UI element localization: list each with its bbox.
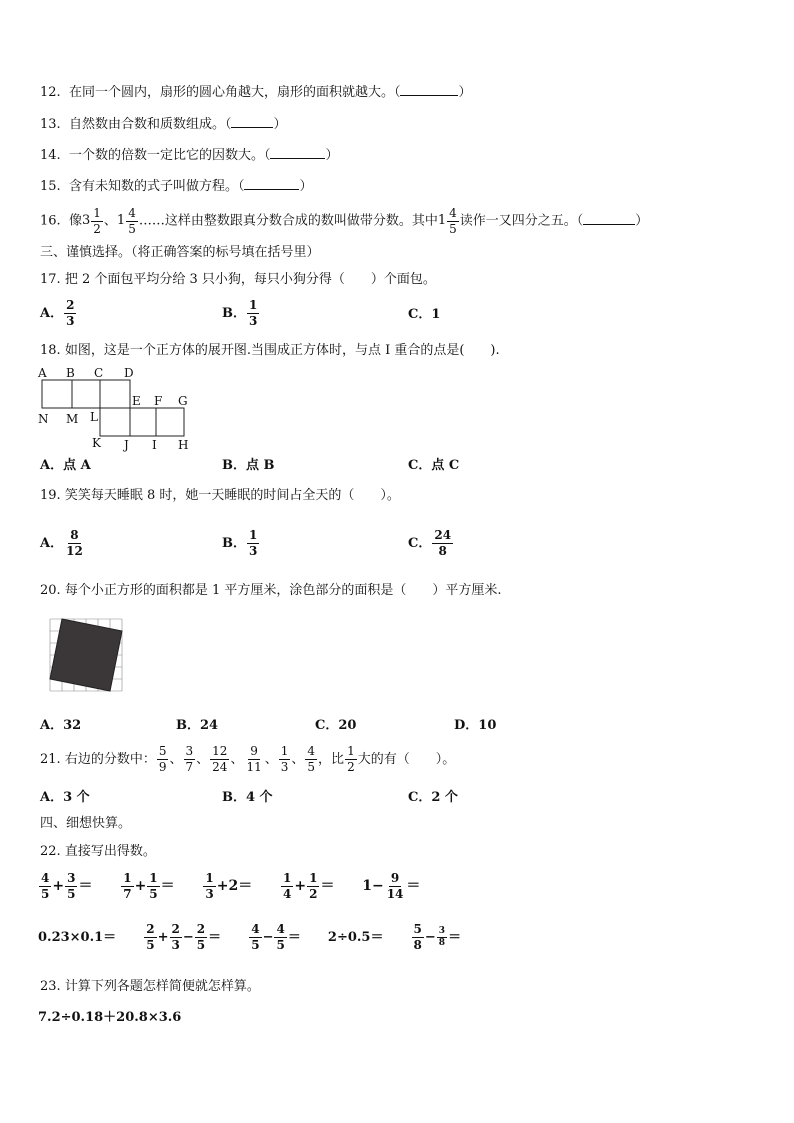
net-label-k: K: [92, 436, 101, 450]
fraction: $\frac{12}{24}$: [212, 744, 228, 774]
compare-fraction: $\frac{1}{2}$: [347, 744, 355, 774]
q21-option-a[interactable]: A．3 个: [40, 790, 90, 805]
calc-expr: $\frac{2}{5}$ + $\frac{2}{3}$ − $\frac{2}{5}$ ＝: [146, 922, 222, 952]
net-label-i: I: [152, 438, 157, 452]
mixed-number: 1 $\frac{4}{5}$: [116, 205, 136, 236]
net-label-f: F: [154, 394, 163, 408]
q20-option-a[interactable]: A．32: [40, 718, 82, 733]
answer-blank[interactable]: [244, 177, 299, 190]
q18-option-c[interactable]: C．点 C: [408, 458, 460, 473]
net-label-n: N: [38, 412, 49, 426]
cube-net-lines: [38, 366, 198, 452]
net-label-a: A: [38, 366, 47, 380]
net-label-d: D: [124, 366, 134, 380]
fraction: $\frac{3}{7}$: [185, 744, 194, 774]
question-22: 22. 直接写出得数。: [40, 844, 156, 859]
q19-option-b[interactable]: B． $\frac{1}{3}$: [222, 528, 258, 558]
net-label-e: E: [132, 394, 141, 408]
q17-option-c[interactable]: C．1: [408, 307, 441, 322]
calc-expr: $\frac{4}{5}$ − $\frac{4}{5}$ ＝: [251, 922, 301, 952]
q21-option-b[interactable]: B．4 个: [222, 790, 273, 805]
fraction: $\frac{4}{5}$: [307, 744, 316, 774]
calc-expr: 0.23×0.1＝: [38, 930, 117, 945]
question-18: 18. 如图，这是一个正方体的展开图.当围成正方体时，与点 I 重合的点是( ).: [40, 343, 500, 358]
net-label-l: L: [90, 410, 98, 424]
section-3-heading: 三、谨慎选择。（将正确答案的标号填在括号里）: [40, 245, 320, 260]
answer-blank[interactable]: [583, 212, 635, 225]
net-label-j: J: [124, 438, 129, 452]
answer-blank[interactable]: [231, 115, 273, 128]
answer-blank[interactable]: [270, 146, 325, 159]
q19-option-a[interactable]: A． $\frac{8}{12}$: [40, 528, 83, 558]
question-17: 17. 把 2 个面包平均分给 3 只小狗，每只小狗分得（ ）个面包。: [40, 272, 436, 287]
q19-option-c[interactable]: C． $\frac{24}{8}$: [408, 528, 452, 558]
q20-option-b[interactable]: B．24: [176, 718, 219, 733]
q21-option-c[interactable]: C．2 个: [408, 790, 458, 805]
section-4-heading: 四、细想快算。: [40, 816, 132, 831]
q20-option-c[interactable]: C．20: [315, 718, 357, 733]
calc-expr: $\frac{1}{4}$ + $\frac{1}{2}$ ＝: [283, 870, 335, 901]
grid-figure: [48, 617, 128, 697]
calc-expr: $\frac{4}{5}$ + $\frac{3}{5}$ ＝: [41, 870, 93, 901]
q18-option-a[interactable]: A．点 A: [40, 458, 91, 473]
net-label-c: C: [94, 366, 104, 380]
fraction: $\frac{5}{9}$: [158, 744, 167, 774]
cube-net-diagram: [38, 366, 198, 452]
mixed-number: 3 $\frac{1}{2}$: [81, 205, 101, 236]
q17-option-a[interactable]: A． $\frac{2}{3}$: [40, 298, 75, 328]
question-19: 19. 笑笑每天睡眠 8 时，她一天睡眠的时间占全天的（ ）。: [40, 488, 400, 503]
q17-option-b[interactable]: B． $\frac{1}{3}$: [222, 298, 258, 328]
calc-expr: $\frac{1}{3}$ +2＝: [205, 870, 253, 901]
question-20: 20. 每个小正方形的面积都是 1 平方厘米，涂色部分的面积是（ ）平方厘米.: [40, 583, 502, 598]
mixed-number: 1 $\frac{4}{5}$: [437, 205, 457, 236]
calc-expr: 2÷0.5＝: [327, 930, 384, 945]
question-21: 21. 右边的分数中： $\frac{5}{9}$ 、 $\frac{3}{7}$ 、 $\frac{12}{24}$ 、 $\frac{9}{11}$ 、 $\frac{1}{3}$ 、 $\frac{4}{5}$ ，比 $\frac{1}{2}$ 大的有（ ）。: [40, 744, 456, 774]
question-16: 16. 像 3 $\frac{1}{2}$ 、 1 $\frac{4}{5}$ ……这样由整数跟真分数合成的数叫做带分数。其中 1 $\frac{4}{5}$ 读作一又四分之五。（ ）: [40, 203, 648, 240]
question-13: 13. 自然数由合数和质数组成。（ ）: [40, 117, 287, 132]
calc-row-2: [38, 918, 461, 958]
q23-expression: 7.2÷0.18＋20.8×3.6: [38, 1010, 182, 1025]
question-12: 12. 在同一个圆内，扇形的圆心角越大，扇形的面积就越大。（ ）: [40, 85, 472, 100]
calc-row-1: [38, 866, 420, 906]
calc-expr: $\frac{1}{7}$ + $\frac{1}{5}$ ＝: [123, 870, 175, 901]
net-label-b: B: [66, 366, 75, 380]
calc-expr: 1− $\frac{9}{14}$ ＝: [362, 870, 421, 901]
q18-option-b[interactable]: B．点 B: [222, 458, 275, 473]
question-15: 15. 含有未知数的式子叫做方程。（ ）: [40, 179, 313, 194]
fraction: $\frac{1}{3}$: [280, 744, 289, 774]
question-23: 23. 计算下列各题怎样简便就怎样算。: [40, 979, 260, 994]
fraction: $\frac{9}{11}$: [246, 744, 262, 774]
q20-option-d[interactable]: D．10: [454, 718, 497, 733]
shaded-square-grid: [48, 617, 128, 693]
calc-expr: $\frac{5}{8}$ − $\frac{3}{8}$ ＝: [413, 922, 462, 952]
net-label-g: G: [178, 394, 188, 408]
answer-blank[interactable]: [400, 83, 458, 96]
question-14: 14. 一个数的倍数一定比它的因数大。（ ）: [40, 148, 339, 163]
net-label-m: M: [66, 412, 79, 426]
net-label-h: H: [178, 438, 189, 452]
